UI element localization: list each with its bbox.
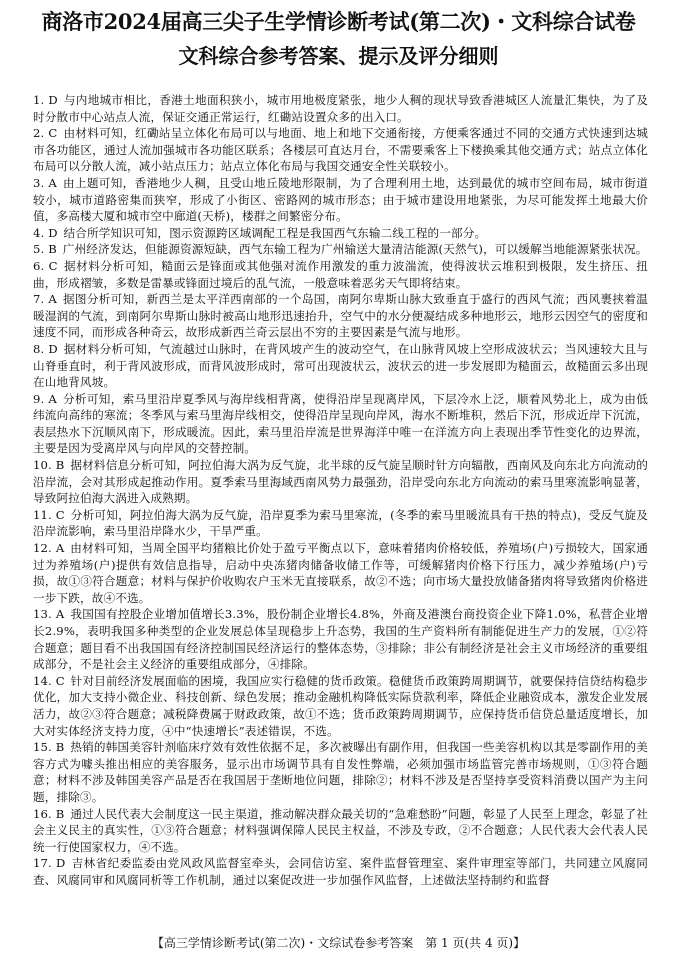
answer-item [33,258,648,291]
answer-item [33,341,648,391]
answer-item [33,291,648,341]
answer-explanation: 由上题可知，香港地少人稠，且受山地丘陵地形限制，为了合理利用土地，达到最优的城市空间布局，城市街道较小，城市道路密集而狭窄，形成了小街区、密路网的城市形态；由于城市建设用地紧张，为尽可能发挥土地最大价值，多高楼大厦和城市空中廊道(天桥)，楼群之间繁密分布。 [33,175,648,224]
answer-item [33,606,648,672]
answer-explanation: 据材料分析可知，糙面云是锋面或其他强对流作用激发的重力波湍流，使得波状云堆积到极限，发生挤压、扭曲，形成褶皱，多数是雷暴或锋面过境后的乱气流，一般意味着恶劣天气即将结束。 [33,258,648,290]
answer-number: 13. A [33,607,65,622]
answer-number: 16. B [33,806,65,821]
page-title: 商洛市2024届高三尖子生学情诊断考试(第二次)・文科综合试卷 [41,9,636,34]
answer-number: 7. A [33,292,57,307]
answer-list [33,92,648,889]
answer-number: 3. A [33,175,57,190]
answer-explanation: 据材料信息分析可知，阿拉伯海大涡为反气旋，北半球的反气旋呈顺时针方向辐散，西南风及向东北方向流动的沿岸流，会对其形成起推动作用。夏季索马里海域西南风势力最强劲，沿岸受向东北方向流动的索马里寒流影响显著，导致阿拉伯海大涡进入成熟期。 [33,458,648,506]
answer-number: 2. C [33,126,58,141]
answer-item [33,92,648,125]
answer-explanation: 热销的韩国美容针剂临床疗效有效性依据不足，多次被曝出有副作用，但我国一些美容机构以其是零副作用的美容方式为噱头推出相应的美容服务，显示出市场调节具有自发性弊端，必须加强市场监管完善市场规则，①③符合题意；材料不涉及韩国美容产品是否在我国居于垄断地位问题，排除②；材料不涉及是否坚持享受资料消费以国产为主问题，排除③。 [33,740,648,804]
page-footer: 【高三学情诊断考试(第二次)・文综试卷参考答案 第 1 页(共 4 页)】 [151,936,526,950]
answer-item [33,855,648,888]
answer-number: 1. D [33,93,58,107]
answer-number: 10. B [33,458,65,473]
answer-number: 6. C [33,258,58,273]
answer-explanation: 与内地城市相比，香港土地面积狭小，城市用地极度紧张，地少人稠的现状导致香港城区人流量汇集快，为了及时分散市中心站点人流，保证交通正常运行，红磡站设置众多的出入口。 [33,93,648,124]
answer-item [33,457,648,507]
answer-explanation: 我国国有控股企业增加值增长3.3%，股份制企业增长4.8%，外商及港澳台商投资企业下降1.0%，私营企业增长2.9%，表明我国多种类型的企业发展总体呈现稳步上升态势，我国的生产资料所有制能促进生产力的发展，①②符合题意；题目看不出我国国有经济控制国民经济运行的整体态势，③排除；非公有制经济是社会主义市场经济的重要组成部分，不是社会主义经济的重要组成部分，④排除。 [33,607,648,672]
answer-number: 11. C [33,507,65,522]
answer-number: 14. C [33,673,65,688]
answer-item [33,739,648,805]
answer-number: 5. B [33,242,57,257]
answer-explanation: 据图分析可知，新西兰是太平洋西南部的一个岛国，南阿尔卑斯山脉大致垂直于盛行的西风气流；西风裹挟着温暖湿润的气流，到南阿尔卑斯山脉时被高山地形迅速抬升，空气中的水分便凝结成多种地形云，地形云因空气的密度和速度不同，而形成各种奇云，故形成新西兰奇云层出不穷的主要因素是气流与地形。 [33,292,648,340]
answer-explanation: 分析可知，索马里沿岸夏季风与海岸线相背离，使得沿岸呈现离岸风，下层冷水上泛，顺着风势北上，成为由低纬流向高纬的寒流；冬季风与索马里海岸线相交，使得沿岸呈现向岸风，海水不断堆积，然后下沉，形成近岸下沉流，表层热水下沉顺风南下，形成暖流。因此，索马里沿岸流是世界海洋中唯一在洋流方向上表现出季节性变化的边界流，主要是因为受离岸风与向岸风的交替控制。 [33,391,648,456]
answer-item [33,673,648,739]
answer-item [33,507,648,540]
answer-number: 17. D [33,856,66,871]
answer-explanation: 由材料可知，当周全国平均猪粮比价处于盈亏平衡点以下，意味着猪肉价格较低，养殖场(户)亏损较大，国家通过为养殖场(户)提供有效信息指导，启动中央冻猪肉储备收储工作等，可缓解猪肉价格下行压力，减少养殖场(户)亏损，故①③符合题意；材料与保护价收购农户玉米无直接联系，故②不选；向市场大量投放储备猪肉将导致猪肉价格进一步下跌，故④不选。 [33,541,648,605]
answer-number: 4. D [33,225,58,240]
answer-explanation: 广州经济发达，但能源资源短缺，西气东输工程为广州输送大量清洁能源(天然气)，可以缓解当地能源紧张状况。 [62,242,648,257]
answer-item [33,125,648,175]
answer-explanation: 由材料可知，红磡站呈立体化布局可以与地面、地上和地下交通衔接，方便乘客通过不同的交通方式快速到达城市各功能区，通过人流加强城市各功能区联系；各楼层可直达月台，不需要乘客上下楼换乘其他交通方式；站点立体化布局可以分散人流，减小站点压力；站点立体化布局与我国交通安全性关联较小。 [33,126,649,174]
answer-item [33,225,648,242]
page-subtitle: 文科综合参考答案、提示及评分细则 [178,44,499,68]
answer-explanation: 分析可知，阿拉伯海大涡为反气旋，沿岸夏季为索马里寒流，(冬季的索马里暖流具有干热的特点)，受反气旋及沿岸流影响，索马里沿岸降水少，干旱严重。 [33,507,648,539]
answer-item [33,175,648,225]
answer-number: 9. A [33,391,57,406]
answer-number: 15. B [33,740,65,755]
answer-explanation: 吉林省纪委监委由党风政风监督室牵头，会同信访室、案件监督管理室、案件审理室等部门，共同建立风腐同查、风腐同审和风腐同析等工作机制，通过以案促改进一步加强作风监督，上述做法坚持制约和监督 [33,856,648,887]
answer-item [33,391,648,457]
answer-explanation: 结合所学知识可知，图示资源跨区域调配工程是我国西气东输二线工程的一部分。 [63,225,487,240]
answer-number: 8. D [33,341,58,356]
answer-item [33,540,648,606]
answer-explanation: 针对目前经济发展面临的困境，我国应实行稳健的货币政策。稳健货币政策跨周期调节，就要保持信贷结构稳步优化，加大支持小微企业、科技创新、绿色发展；推动金融机构降低实际贷款利率，降低企业融资成本，激发企业发展活力，故②③符合题意；减税降费属于财政政策，故①不选；货币政策跨周期调节，应保持货币信贷总量适度增长，加大对实体经济支持力度，④中“快速增长”表述错误，不选。 [33,673,648,738]
answer-explanation: 通过人民代表大会制度这一民主渠道，推动解决群众最关切的“急难愁盼”问题，彰显了人民至上理念，彰显了社会主义民主的真实性，①③符合题意；材料强调保障人民民主权益，不涉及专政，②不合题意；人民代表大会代表人民统一行使国家权力，④不选。 [33,806,648,854]
answer-item [33,241,648,258]
answer-number: 12. A [33,541,65,556]
answer-item [33,806,648,856]
answer-explanation: 据材料分析可知，气流越过山脉时，在背风坡产生的波动空气，在山脉背风坡上空形成波状云；当风速较大且与山脊垂直时，利于背风波形成，而背风波形成时，常可出现波状云，波状云的进一步发展即为糙面云，故糙面云多出现在山地背风坡。 [33,341,648,390]
